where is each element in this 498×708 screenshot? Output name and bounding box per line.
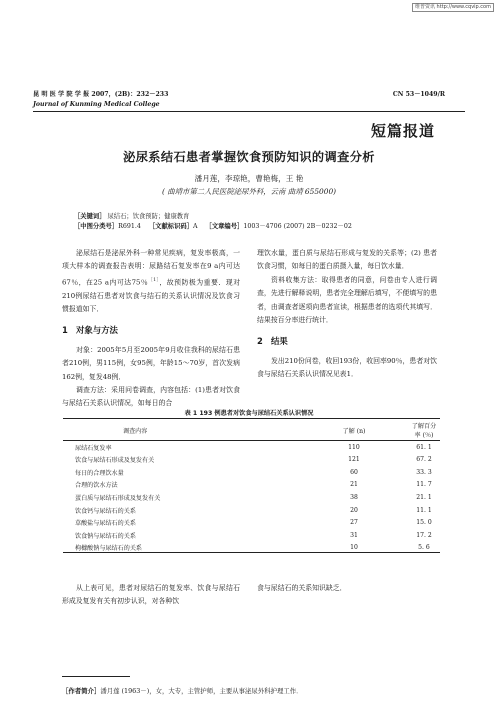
footnote-label: ［作者简介］ (62, 687, 101, 695)
doc-label: ［文献标识码］ (148, 223, 193, 230)
footnote-text: 潘月莲 (1963－)，女，大专，主管护师，主要从事泌尿外科护理工作． (100, 687, 303, 695)
right-column (257, 247, 437, 382)
table-cell: 枸橼酸钠与尿结石的关系 (75, 545, 143, 553)
table-top-rule (63, 418, 440, 419)
table-cell: 121 (348, 456, 360, 464)
table-cell: 尿结石复发率 (75, 444, 112, 452)
left-column (62, 247, 240, 411)
table-cell: 67. 2 (416, 456, 432, 464)
bottom-right-text: 食与尿结石的关系知识缺乏． (257, 584, 347, 592)
table-header-cell: 调查内容 (63, 420, 300, 441)
method-paragraph: 调查方法：采用问卷调查，内容包括：(1)患者对饮食与尿结石关系认识情况，如每日的合 (62, 385, 240, 408)
keywords-label: ［关键词］ (74, 213, 106, 220)
table-cell: 61. 1 (416, 443, 432, 451)
section-heading-methods: 1 对象与方法 (62, 325, 118, 336)
table-caption: 表 1 193 例患者对饮食与尿结石关系认识情况 (184, 410, 314, 417)
intro-paragraph: 泌尿结石是泌尿外科一种常见疾病，复发率极高，一项大样本的调查报告表明：尿路结石复发率在9 a内可达67％，在25 a内可达75％$^{[1]}$，故预防极为重要．现对210例尿结石患者对饮食与结石的关系认识情况及饮食习惯报道如下． (62, 249, 240, 313)
table-header-row (63, 420, 440, 441)
table-row (63, 491, 440, 504)
author-footnote (62, 686, 303, 695)
keywords-text: 尿结石；饮食预防；健康教育 (107, 213, 190, 220)
table-cell: 11. 1 (416, 506, 432, 514)
section-type: 短篇报道 (370, 122, 435, 140)
journal-en-name: Journal of Kunming Medical College (33, 101, 160, 108)
table-cell: 11. 7 (416, 481, 432, 489)
table-cell: 31 (350, 531, 358, 539)
table-row (63, 504, 440, 517)
clc-value: R691.4 (118, 223, 141, 230)
collection-paragraph: 资料收集方法：取得患者的同意，问卷由专人进行调查，先进行解释说明，患者完全理解后填写，不便填写的患者，由调查者逐项向患者宣读，根据患者的选项代其填写．结果按百分率进行统计． (257, 275, 437, 325)
clc-label: ［中图分类号］ (74, 223, 119, 230)
table-cell: 33. 3 (416, 468, 432, 476)
table-cell: 饮食与尿结石形成及复发有关 (75, 457, 155, 465)
table-cell: 21. 1 (416, 493, 432, 501)
authors: 潘月莲，李琼艳，曹艳梅，王 艳 (194, 174, 304, 183)
table-cell: 合理的饮水方法 (75, 482, 118, 490)
table-cell: 110 (348, 443, 360, 451)
table-row (63, 529, 440, 542)
table-cell: 每日的合理饮水量 (75, 469, 124, 477)
results-table (63, 420, 440, 554)
subjects-paragraph: 对象：2005年5月至2005年9月收住我科的尿结石患者210例，男115例，女95例，年龄15～70岁，首次发病162例，复发48例． (62, 345, 240, 381)
article-title: 泌尿系结石患者掌握饮食预防知识的调查分析 (123, 150, 375, 164)
doc-value: A (192, 223, 198, 230)
table-row (63, 466, 440, 479)
journal-cn-line: 昆 明 医 学 院 学 报 2007，(2B)：232－233 (33, 91, 169, 98)
footnote-rule (62, 676, 130, 677)
table-cell: 10 (350, 544, 358, 552)
table-header-cell: 了解百分率 (％) (408, 420, 440, 441)
table-row (63, 454, 440, 467)
table-cell: 60 (350, 468, 358, 476)
table-cell: 20 (350, 506, 358, 514)
table-row (63, 479, 440, 492)
citation-ref: ［1］ (148, 277, 160, 283)
affiliation: ( 曲靖市第二人民医院泌尿外科，云南 曲靖 655000) (161, 187, 337, 196)
art-label: ［文章编号］ (205, 223, 244, 230)
source-watermark: 维普资讯 http://www.cqvip.com (412, 3, 494, 12)
table-cell: 5. 6 (418, 544, 430, 552)
table-cell: 27 (350, 519, 358, 527)
table-cell: 21 (350, 481, 358, 489)
table-cell: 17. 2 (416, 531, 432, 539)
table-cell: 15. 0 (416, 519, 432, 527)
art-value: 1003－4706 (2007) 2B－0232－02 (243, 223, 352, 230)
table-row (63, 441, 440, 454)
table-bottom-rule (63, 552, 440, 553)
keywords-line (74, 212, 189, 221)
table-cell: 38 (350, 493, 358, 501)
method-continued-paragraph: 理饮水量，蛋白质与尿结石形成与复发的关系等；(2) 患者饮食习惯，如每日的蛋白质摄入量，每日饮水量． (257, 249, 437, 271)
table-cell: 饮食钠与尿结石的关系 (75, 532, 136, 540)
table-header-cell: 了解 (n) (300, 420, 408, 441)
bottom-left-text: 从上表可见，患者对尿结石的复发率、饮食与尿结石形成及复发有关有初步认识，对各种饮 (62, 584, 240, 606)
header-rule (33, 111, 465, 112)
table-cell: 饮食钙与尿结石的关系 (75, 507, 136, 515)
table-row (63, 516, 440, 529)
section-heading-results: 2 结果 (257, 336, 288, 347)
result-paragraph: 发出210份问卷，收回193份，收回率90％，患者对饮食与尿结石关系认识情况见表1． (257, 356, 437, 379)
classification-line (74, 222, 352, 231)
table-cell: 蛋白质与尿结石形成及复发有关 (75, 494, 161, 502)
journal-cn-number: CN 53－1049/R (392, 91, 445, 98)
table-cell: 草酸盐与尿结石的关系 (75, 520, 136, 528)
